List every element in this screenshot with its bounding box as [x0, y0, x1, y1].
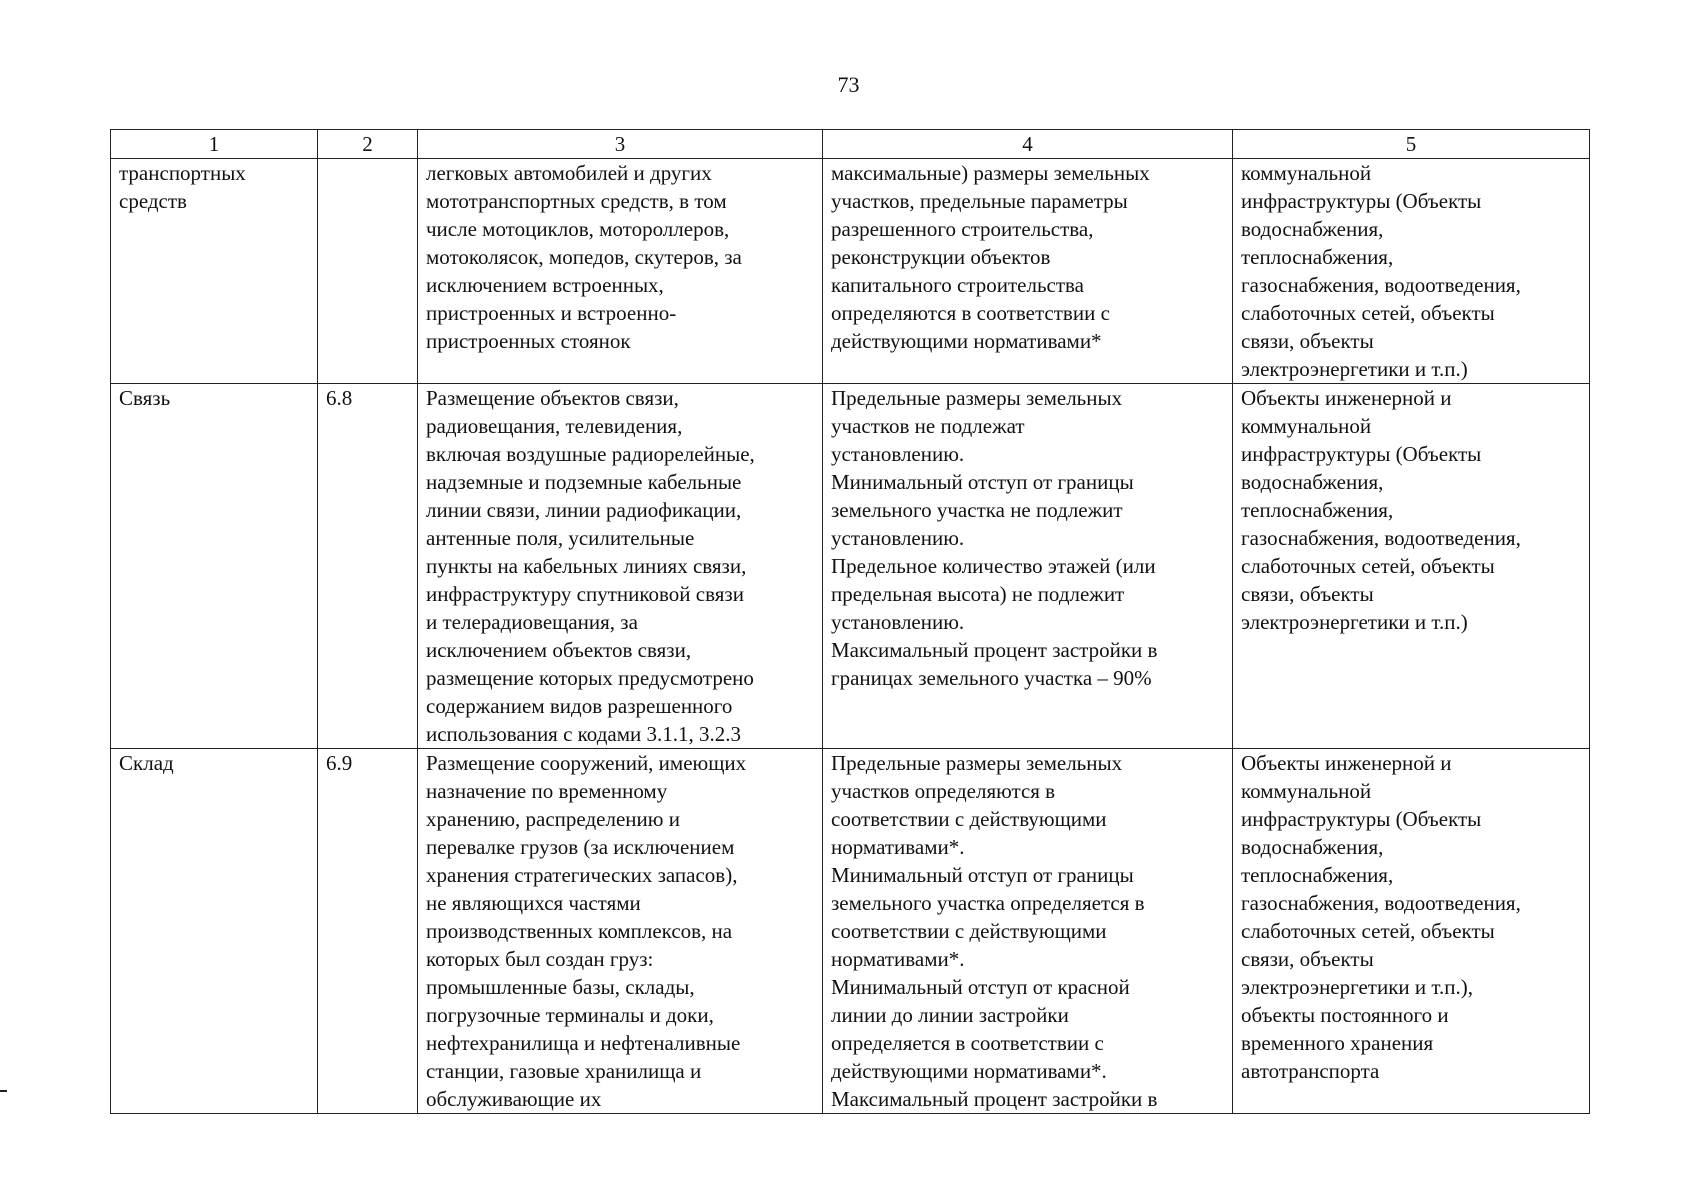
- auxiliary-uses: Объекты инженерной и коммунальной инфраструктуры (Объекты водоснабжения, теплоснабжения, газоснабжения, водоотведения, слаботочных сетей, объекты связи, объекты электроэнергетики и т.п.): [1233, 384, 1590, 749]
- auxiliary-uses: коммунальной инфраструктуры (Объекты водоснабжения, теплоснабжения, газоснабжения, водоотведения, слаботочных сетей, объекты связи, объекты электроэнергетики и т.п.): [1233, 159, 1590, 384]
- use-type-description: легковых автомобилей и других мототранспортных средств, в том числе мотоциклов, мотороллеров, мотоколясок, мопедов, скутеров, за исключением встроенных, пристроенных и встроенно- пристроенных стоянок: [418, 159, 823, 384]
- use-type-code: 6.9: [318, 749, 418, 1114]
- table-row: [111, 384, 1590, 749]
- auxiliary-uses: Объекты инженерной и коммунальной инфраструктуры (Объекты водоснабжения, теплоснабжения, газоснабжения, водоотведения, слаботочных сетей, объекты связи, объекты электроэнергетики и т.п.), объекты постоянного и временного хранения автотранспорта: [1233, 749, 1590, 1114]
- page-number: 73: [837, 72, 860, 97]
- table-row: [111, 749, 1590, 1114]
- use-type-code: [318, 159, 418, 384]
- use-type-description: Размещение сооружений, имеющих назначение по временному хранению, распределению и перевалке грузов (за исключением хранения стратегических запасов), не являющихся частями производственных комплексов, на которых был создан груз: промышленные базы, склады, погрузочные терминалы и доки, нефтехранилища и нефтеналивные станции, газовые хранилища и обслуживающие их: [418, 749, 823, 1114]
- table-row: [111, 159, 1590, 384]
- use-type-name: Склад: [111, 749, 318, 1114]
- column-header-3: 3: [418, 130, 823, 159]
- margin-mark: [0, 1090, 7, 1092]
- building-parameters: Предельные размеры земельных участков определяются в соответствии с действующими нормативами*. Минимальный отступ от границы земельного участка определяется в соответствии с действующими нормативами*. Минимальный отступ от красной линии до линии застройки определяется в соответствии с действующими нормативами*. Максимальный процент застройки в: [823, 749, 1233, 1114]
- use-type-name: транспортных средств: [111, 159, 318, 384]
- column-header-1: 1: [111, 130, 318, 159]
- use-type-name: Связь: [111, 384, 318, 749]
- column-header-4: 4: [823, 130, 1233, 159]
- use-type-code: 6.8: [318, 384, 418, 749]
- building-parameters: Предельные размеры земельных участков не подлежат установлению. Минимальный отступ от границы земельного участка не подлежит установлению. Предельное количество этажей (или предельная высота) не подлежит установлению. Максимальный процент застройки в границах земельного участка – 90%: [823, 384, 1233, 749]
- land-use-table: [110, 129, 1590, 1114]
- column-header-5: 5: [1233, 130, 1590, 159]
- building-parameters: максимальные) размеры земельных участков, предельные параметры разрешенного строительства, реконструкции объектов капитального строительства определяются в соответствии с действующими нормативами*: [823, 159, 1233, 384]
- use-type-description: Размещение объектов связи, радиовещания, телевидения, включая воздушные радиорелейные, надземные и подземные кабельные линии связи, линии радиофикации, антенные поля, усилительные пункты на кабельных линиях связи, инфраструктуру спутниковой связи и телерадиовещания, за исключением объектов связи, размещение которых предусмотрено содержанием видов разрешенного использования с кодами 3.1.1, 3.2.3: [418, 384, 823, 749]
- column-header-2: 2: [318, 130, 418, 159]
- table-header-row: [111, 130, 1590, 159]
